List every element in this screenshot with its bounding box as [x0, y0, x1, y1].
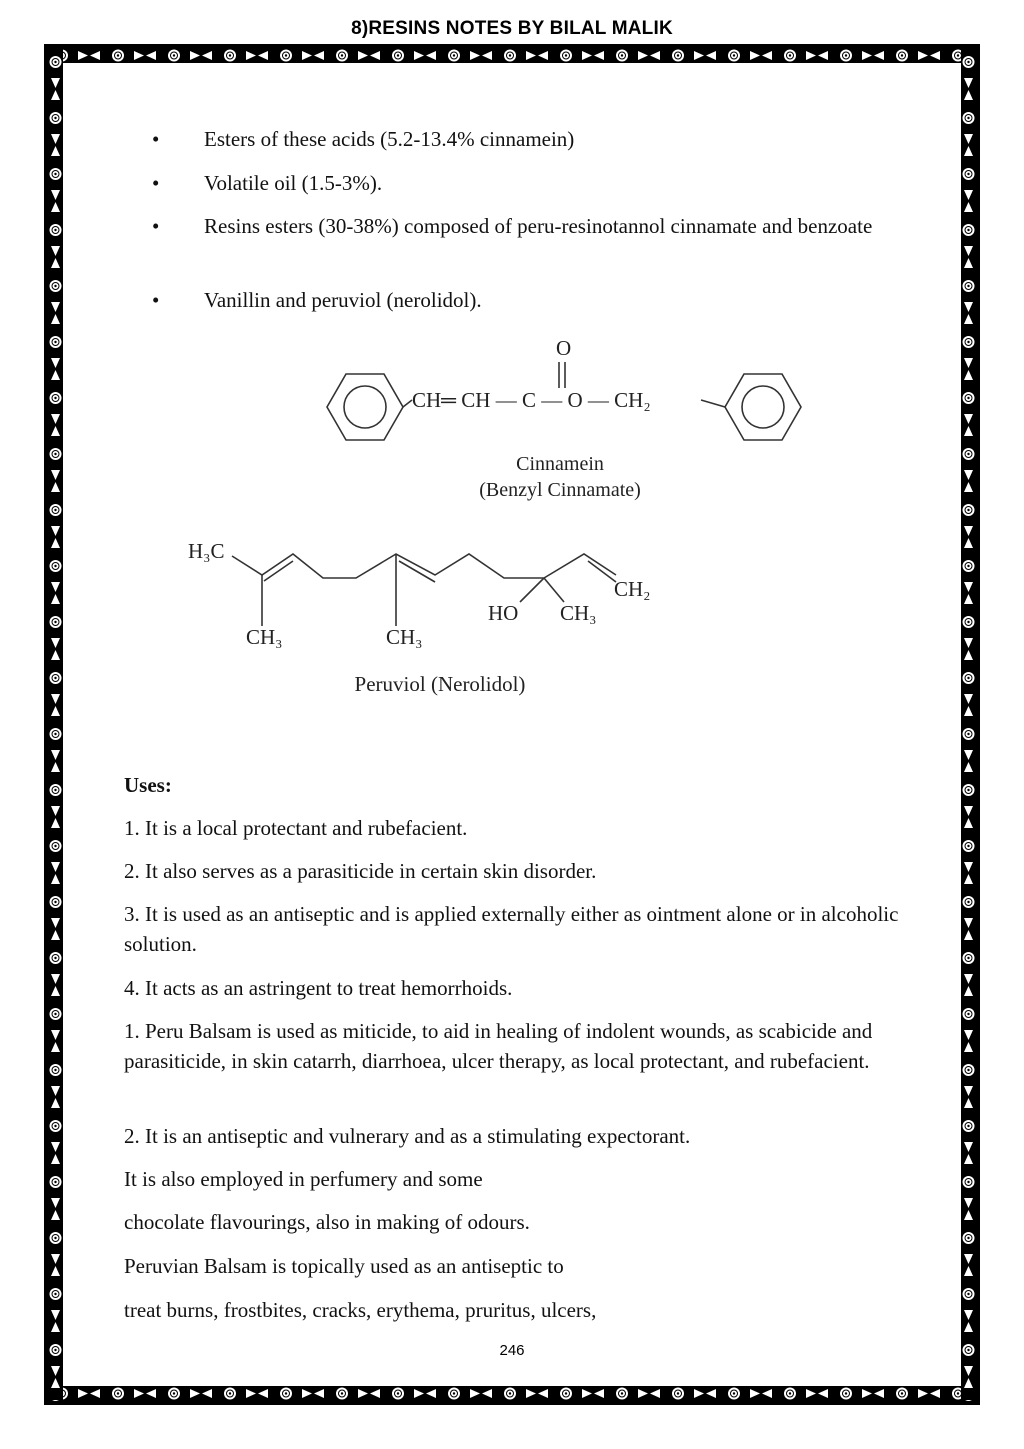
- h3c-label: H₃C: [188, 539, 225, 563]
- hydroxyl-label: HO: [488, 601, 519, 625]
- bullet-marker: •: [152, 171, 160, 195]
- uses-heading: Uses:: [124, 773, 172, 797]
- use-item: 2. It is an antiseptic and vulnerary and as a stimulating expectorant.: [124, 1124, 691, 1148]
- peruviol-structure: [180, 530, 700, 705]
- carbonyl-oxygen-label: O: [556, 336, 572, 360]
- use-item: 4. It acts as an astringent to treat hemorrhoids.: [124, 976, 513, 1000]
- use-item: 1. Peru Balsam is used as miticide, to aid in healing of indolent wounds, as scabicide and parasiticide, in skin catarrh, diarrhoea, ulcer therapy, as local protectant, and rubefacient.: [124, 1019, 873, 1073]
- bullet-text-volatile-oil: Volatile oil (1.5-3%).: [204, 171, 383, 195]
- page-number: 246: [499, 1342, 525, 1359]
- bullet-marker: •: [152, 288, 160, 312]
- peruviol-caption: Peruviol (Nerolidol): [354, 672, 526, 696]
- bullet-text-resin-esters: Resins esters (30-38%) composed of peru-resinotannol cinnamate and benzoate: [204, 214, 873, 238]
- cinnamein-structure: [300, 330, 820, 510]
- bullet-text-vanillin: Vanillin and peruviol (nerolidol).: [204, 288, 482, 312]
- bullet-text-esters: Esters of these acids (5.2-13.4% cinnamein): [204, 127, 575, 151]
- bullet-marker: •: [152, 214, 160, 238]
- use-item: treat burns, frostbites, cracks, erythema, pruritus, ulcers,: [124, 1298, 597, 1322]
- ch3-label-2: CH₃: [386, 625, 423, 649]
- cinnamein-caption: Cinnamein: [516, 453, 604, 475]
- use-item: It is also employed in perfumery and some: [124, 1167, 483, 1191]
- ch3-label-1: CH₃: [246, 625, 283, 649]
- use-item: 1. It is a local protectant and rubefacient.: [124, 816, 468, 840]
- use-item: chocolate flavourings, also in making of odours.: [124, 1210, 530, 1234]
- cinnamein-chain-label: CH═ CH — C — O — CH₂: [412, 388, 651, 412]
- page-header: 8)RESINS NOTES BY BILAL MALIK: [351, 18, 673, 39]
- use-item: 3. It is used as an antiseptic and is applied externally either as ointment alone or in alcoholic solution.: [124, 902, 899, 956]
- bullet-marker: •: [152, 127, 160, 151]
- cinnamein-subcaption: (Benzyl Cinnamate): [479, 479, 641, 501]
- ch2-label: CH₂: [614, 577, 651, 601]
- use-item: 2. It also serves as a parasiticide in certain skin disorder.: [124, 859, 597, 883]
- ch3-label-3: CH₃: [560, 601, 597, 625]
- use-item: Peruvian Balsam is topically used as an antiseptic to: [124, 1254, 564, 1278]
